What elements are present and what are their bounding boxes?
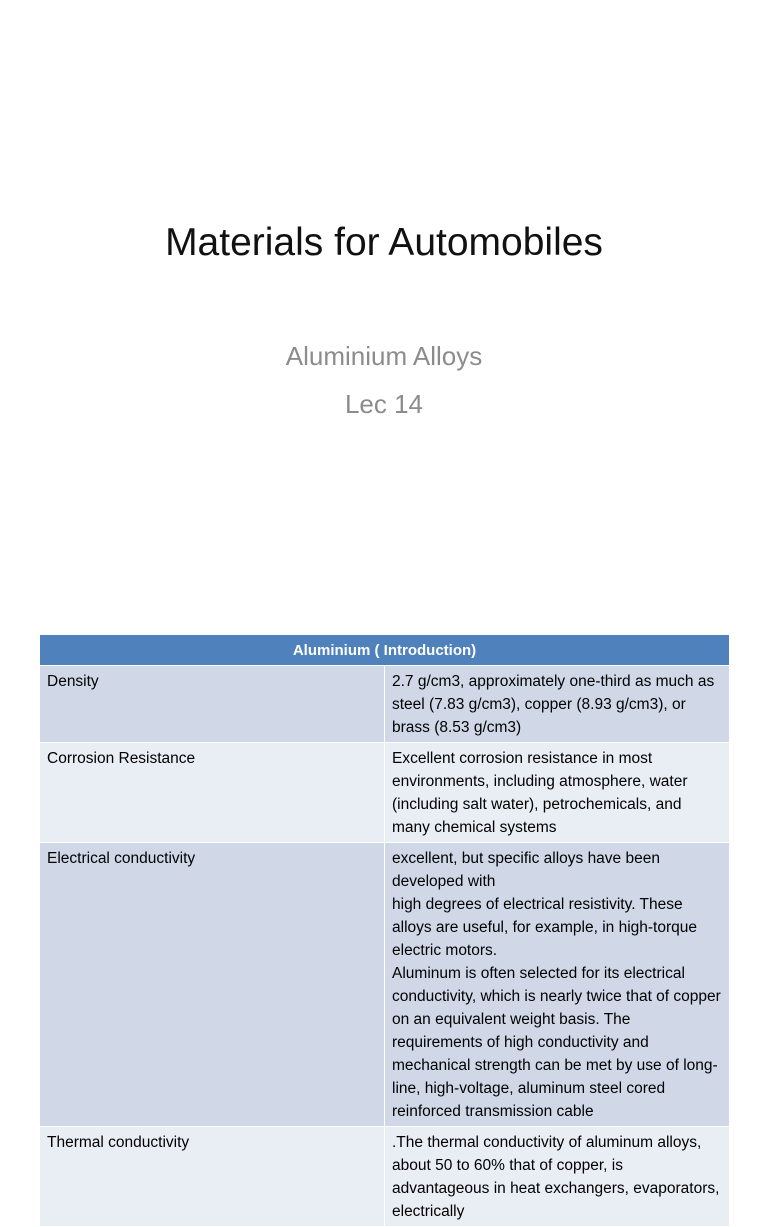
- property-name: Density: [40, 666, 385, 743]
- description-line: excellent, but specific alloys have been developed with: [392, 850, 660, 890]
- slide-title: Materials for Automobiles: [165, 221, 603, 264]
- properties-table-container: [39, 634, 730, 1227]
- property-name: Electrical conductivity: [40, 843, 385, 1127]
- description-line: high degrees of electrical resistivity. These alloys are useful, for example, in high-torque electric motors.: [392, 896, 697, 959]
- aluminium-properties-table: [39, 634, 730, 1227]
- subtitle-line: Lec 14: [344, 389, 424, 419]
- slide-subtitle: [0, 332, 768, 428]
- title-slide: [0, 0, 768, 600]
- property-description: [385, 843, 730, 1127]
- property-name: Thermal conductivity: [40, 1127, 385, 1227]
- property-name: Corrosion Resistance: [40, 743, 385, 843]
- description-line: Aluminum is often selected for its electrical conductivity, which is nearly twice that of copper on an equivalent weight basis. The requirements of high conductivity and mechanical strength can be met by use of long-line, high-voltage, aluminum steel cored reinforced transmission cable: [392, 965, 721, 1120]
- subtitle-line: Aluminium Alloys: [285, 341, 483, 371]
- table-row: [40, 1127, 730, 1227]
- table-row: [40, 666, 730, 743]
- table-row: [40, 743, 730, 843]
- property-description: 2.7 g/cm3, approximately one-third as much as steel (7.83 g/cm3), copper (8.93 g/cm3), or brass (8.53 g/cm3): [385, 666, 730, 743]
- property-description: .The thermal conductivity of aluminum alloys, about 50 to 60% that of copper, is advantageous in heat exchangers, evaporators, electrically: [385, 1127, 730, 1227]
- table-row: [40, 843, 730, 1127]
- table-header: Aluminium ( Introduction): [40, 635, 730, 666]
- property-description: Excellent corrosion resistance in most environments, including atmosphere, water (including salt water), petrochemicals, and many chemical systems: [385, 743, 730, 843]
